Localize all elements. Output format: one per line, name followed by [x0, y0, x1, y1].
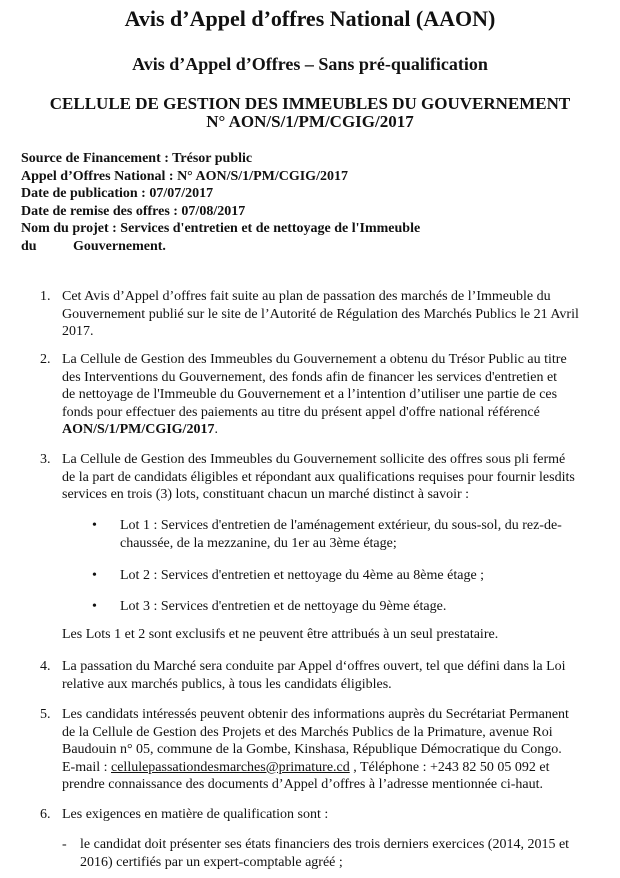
- paragraph-line: des Interventions du Gouvernement, des fonds afin de financer les services d'entretien et: [62, 369, 558, 385]
- paragraph-line: [62, 421, 602, 439]
- paragraph-number: 5.: [40, 707, 51, 722]
- email-link[interactable]: cellulepassationdesmarches@primature.cd: [111, 759, 350, 775]
- lot-line: Lot 1 : Services d'entretien de l'aménagement extérieur, du sous-sol, du rez-de-: [120, 518, 562, 533]
- lot-line: chaussée, de la mezzanine, du 1er au 3ème étage;: [120, 535, 397, 551]
- paragraph-line: Gouvernement publié sur le site de l’Autorité de Régulation des Marchés Publics le 21 Avril: [62, 306, 579, 322]
- email-label: E-mail :: [62, 759, 111, 775]
- funding-source: Source de Financement : Trésor public: [21, 151, 253, 166]
- tender-reference-bold: AON/S/1/PM/CGIG/2017: [62, 422, 215, 438]
- organization-heading: [0, 95, 620, 131]
- tender-reference: Appel d’Offres National : N° AON/S/1/PM/CGIG/2017: [21, 168, 348, 184]
- bullet-glyph: •: [92, 568, 97, 583]
- paragraph-line: Cet Avis d’Appel d’offres fait suite au plan de passation des marchés de l’Immeuble du: [62, 289, 551, 304]
- paragraph-line: La Cellule de Gestion des Immeubles du Gouvernement sollicite des offres sous pli fermé: [62, 452, 566, 467]
- lots-exclusivity-note: Les Lots 1 et 2 sont exclusifs et ne peuvent être attribués à un seul prestataire.: [62, 627, 499, 642]
- paragraph-number: 2.: [40, 352, 51, 367]
- paragraph-line: de la Cellule de Gestion des Projets et des Marchés Publics de la Primature, avenue Roi: [62, 724, 553, 740]
- organization-name: CELLULE DE GESTION DES IMMEUBLES DU GOUVERNEMENT: [49, 94, 571, 113]
- paragraph-line: de la part de candidats éligibles et répondant aux qualifications requises pour fournir lesdits: [62, 469, 575, 485]
- notice-subtitle: Avis d’Appel d’Offres – Sans pré-qualification: [132, 54, 488, 74]
- paragraph-line: La Cellule de Gestion des Immeubles du Gouvernement a obtenu du Trésor Public au titre: [62, 352, 567, 367]
- paragraph-line: prendre connaissance des documents d’Appel d’offres à l’adresse mentionnée ci-haut.: [62, 777, 544, 793]
- paragraph-line: Les candidats intéressés peuvent obtenir des informations auprès du Secrétariat Permanent: [62, 707, 569, 722]
- lot-line: Lot 2 : Services d'entretien et nettoyage du 4ème au 8ème étage ;: [120, 568, 485, 583]
- paragraph-line: relative aux marchés publics, à tous les candidats éligibles.: [62, 676, 392, 692]
- notice-metadata: [21, 150, 420, 255]
- paragraph-number: 1.: [40, 289, 51, 304]
- bullet-glyph: •: [92, 518, 97, 533]
- lot-line: Lot 3 : Services d'entretien et de nettoyage du 9ème étage.: [120, 599, 447, 614]
- paragraph-line: services en trois (3) lots, constituant chacun un marché distinct à savoir :: [62, 487, 470, 503]
- publication-date: Date de publication : 07/07/2017: [21, 186, 214, 201]
- paragraph-line: le candidat doit présenter ses états financiers des trois derniers exercices (2014, 2015 et: [80, 837, 570, 852]
- paragraph-line: Baudouin n° 05, commune de la Gombe, Kinshasa, République Démocratique du Congo.: [62, 742, 562, 758]
- paragraph-line: Les exigences en matière de qualification sont :: [62, 807, 329, 822]
- project-name-continued: [21, 238, 420, 256]
- phone-text: , Téléphone : +243 82 50 05 092 et: [349, 759, 550, 775]
- paragraph-line: de nettoyage de l'Immeuble du Gouvernement et a l’intention d’utiliser une partie de ces: [62, 387, 558, 403]
- bullet-glyph: •: [92, 599, 97, 614]
- paragraph-line: [62, 759, 607, 777]
- dash-glyph: -: [62, 837, 67, 852]
- project-name-du: du: [21, 238, 37, 254]
- paragraph-line: 2017.: [62, 324, 94, 340]
- paragraph-number: 4.: [40, 659, 51, 674]
- paragraph-line: fonds pour effectuer des paiements au titre du présent appel d'offre national référencé: [62, 404, 540, 420]
- paragraph-line: 2016) certifiés par un expert-comptable agréé ;: [80, 854, 343, 870]
- paragraph-line: La passation du Marché sera conduite par Appel d‘offres ouvert, tel que défini dans la Loi: [62, 659, 566, 674]
- reference-number: N° AON/S/1/PM/CGIG/2017: [206, 112, 414, 131]
- paragraph-number: 3.: [40, 452, 51, 467]
- notice-title: Avis d’Appel d’offres National (AAON): [124, 6, 496, 31]
- project-name-end: Gouvernement.: [73, 238, 166, 254]
- paragraph-number: 6.: [40, 807, 51, 822]
- period: .: [214, 422, 218, 438]
- project-name: Nom du projet : Services d'entretien et de nettoyage de l'Immeuble: [21, 221, 421, 236]
- submission-deadline: Date de remise des offres : 07/08/2017: [21, 203, 246, 219]
